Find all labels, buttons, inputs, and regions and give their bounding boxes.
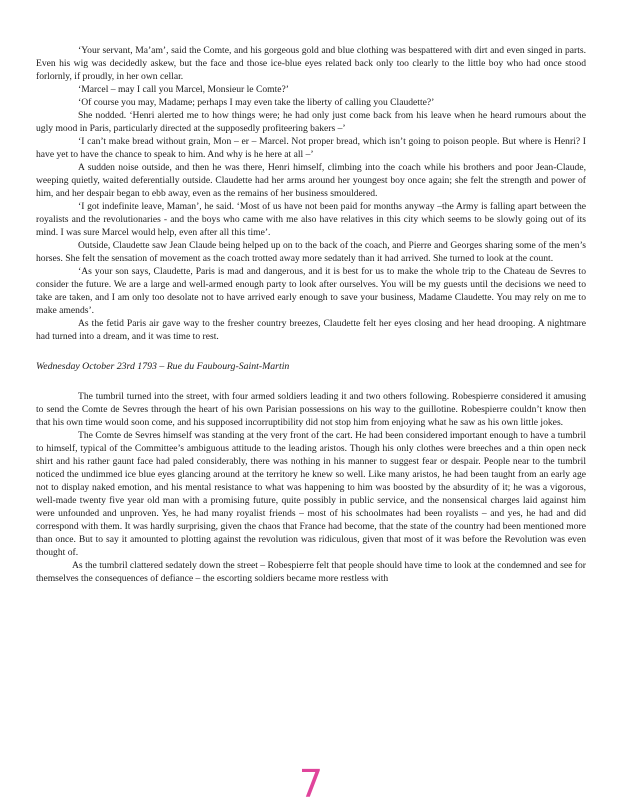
paragraph-8: Outside, Claudette saw Jean Claude being helped up on to the back of the coach, and Pierre and Georges sharing some of the men’s horses. She felt the sensation of movement as the coach trotted away more sedately than it had arrived. She turned to look at the count.: [36, 240, 586, 264]
paragraph-13: As the tumbril clattered sedately down the street – Robespierre felt that people should have time to look at the condemned and see for themselves the consequences of defiance – the escorting soldiers became more restless with: [36, 560, 586, 584]
section-heading: Wednesday October 23rd 1793 – Rue du Faubourg-Saint-Martin: [36, 361, 290, 372]
paragraph-2: ‘Marcel – may I call you Marcel, Monsieur le Comte?’: [78, 84, 289, 95]
paragraph-11: The tumbril turned into the street, with four armed soldiers leading it and two others following. Robespierre considered it amusing to send the Comte de Sevres through the heart of his own Parisian possessions on his way to the guillotine. Robespierre couldn’t know then that his own time would soon come, and his supposed incorruptibility did not stop him from enjoying what he saw as his own little jokes.: [36, 391, 586, 428]
paragraph-9: ‘As your son says, Claudette, Paris is mad and dangerous, and it is best for us to make the whole trip to the Chateau de Sevres to consider the future. We are a large and well-armed enough party to look after ourselves. You will be my guests until the decisions we need to take are taken, and I am only too desolate not to have arrived early enough to save your business, Madame Claudette. You may rely on me to make amends’.: [36, 266, 586, 316]
paragraph-10: As the fetid Paris air gave way to the fresher country breezes, Claudette felt her eyes closing and her head drooping. A nightmare had turned into a dream, and it was time to rest.: [36, 318, 586, 342]
paragraph-5: ‘I can’t make bread without grain, Mon – er – Marcel. Not proper bread, which isn’t going to poison people. But where is Henri? I have yet to have the chance to speak to him. And why is he here at all –’: [36, 136, 586, 160]
page-number: 7: [298, 762, 324, 806]
paragraph-1: ‘Your servant, Ma’am’, said the Comte, and his gorgeous gold and blue clothing was bespattered with dirt and even singed in parts. Even his wig was decidedly askew, but the face and those ice-blue eyes related back only too clearly to the little boy who had once stood forlornly, if proudly, in her own cellar.: [36, 45, 586, 82]
paragraph-3: ‘Of course you may, Madame; perhaps I may even take the liberty of calling you Claudette?’: [78, 97, 435, 108]
paragraph-6: A sudden noise outside, and then he was there, Henri himself, climbing into the coach while his brothers and poor Jean-Claude, weeping quietly, waited deferentially outside. Claudette had her arms around her youngest boy once again; she felt the strength and power of him, and her despair began to ebb away, even as the remains of her business smouldered.: [36, 162, 586, 199]
paragraph-7: ‘I got indefinite leave, Maman’, he said. ‘Most of us have not been paid for months anyway –the Army is falling apart between the royalists and the revolutionaries - and the boys who came with me also have relatives in this city which seems to be slowly going out of its mind. I was sure Marcel would help, even after all this time’.: [36, 201, 586, 238]
paragraph-12: The Comte de Sevres himself was standing at the very front of the cart. He had been considered important enough to have a tumbril to himself, typical of the Committee’s ambiguous attitude to the leading aristos. Though his only clothes were breeches and a thin open neck shirt and his rather gaunt face had paled considerably, there was nothing in his manner to suggest fear or despair. People near to the tumbril noticed the undimmed ice blue eyes glancing around at the territory he knew so well. Like many aristos, he had been taught from an early age not to display naked emotion, and his mental resistance to what was happening to him was boosted by the absurdity of it; he was a vigorous, well-made twenty five year old man with a promising future, quite possibly in public service, and the nonsensical charges laid against him were unfounded and unproven. Yes, he had many royalist friends – most of his schoolmates had been royalists – and yes, he had and did correspond with them. It was hardly surprising, given the chaos that France had become, that the state of the country had been mentioned more than once. But to say it amounted to plotting against the revolution was ridiculous, given that most of it was before the Revolution was even thought of.: [36, 430, 586, 558]
paragraph-4: She nodded. ‘Henri alerted me to how things were; he had only just come back from his leave when he heard rumours about the ugly mood in Paris, particularly directed at the supposedly profiteering bakers –’: [36, 110, 586, 134]
